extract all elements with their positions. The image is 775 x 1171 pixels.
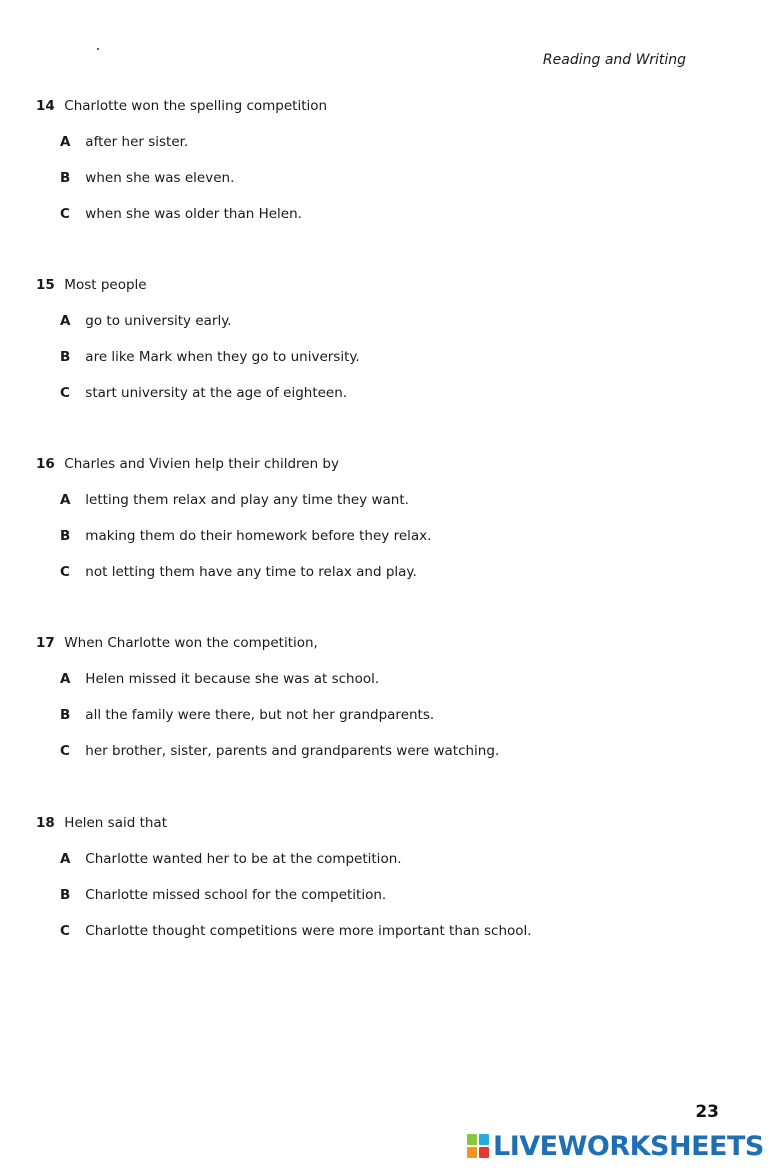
page-dot — [97, 48, 99, 50]
logo-text: LIVEWORKSHEETS — [493, 1130, 764, 1162]
option-letter: A — [60, 671, 71, 687]
option-letter: A — [60, 313, 71, 329]
option-text: her brother, sister, parents and grandparents were watching. — [85, 743, 500, 759]
question-stem — [36, 454, 736, 474]
question-number: 14 — [36, 98, 55, 114]
option-text: when she was eleven. — [85, 170, 235, 186]
option-letter: C — [60, 743, 70, 759]
liveworksheets-logo[interactable] — [467, 1131, 764, 1161]
option-text: start university at the age of eighteen. — [85, 385, 348, 401]
option-letter: C — [60, 564, 70, 580]
page-number: 23 — [695, 1102, 719, 1122]
option-b[interactable] — [36, 347, 736, 367]
option-a[interactable] — [36, 132, 736, 152]
option-text: Charlotte missed school for the competition. — [85, 887, 387, 903]
question-stem — [36, 275, 736, 295]
option-letter: B — [60, 170, 71, 186]
question-stem — [36, 96, 736, 116]
question-15 — [36, 275, 736, 403]
option-text: Charlotte wanted her to be at the competition. — [85, 851, 402, 867]
question-number: 16 — [36, 456, 55, 472]
option-letter: A — [60, 851, 71, 867]
option-b[interactable] — [36, 168, 736, 188]
option-text: not letting them have any time to relax and play. — [85, 564, 417, 580]
question-text: Most people — [64, 277, 147, 293]
option-text: go to university early. — [85, 313, 232, 329]
option-letter: B — [60, 528, 71, 544]
logo-square-orange — [467, 1147, 477, 1158]
logo-mark-icon — [467, 1134, 489, 1158]
option-text: letting them relax and play any time they want. — [85, 492, 409, 508]
option-letter: C — [60, 385, 70, 401]
option-c[interactable] — [36, 741, 736, 761]
option-c[interactable] — [36, 204, 736, 224]
option-letter: B — [60, 707, 71, 723]
option-a[interactable] — [36, 669, 736, 689]
option-c[interactable] — [36, 921, 736, 941]
option-text: when she was older than Helen. — [85, 206, 302, 222]
question-number: 17 — [36, 635, 55, 651]
option-letter: B — [60, 349, 71, 365]
question-text: Charles and Vivien help their children by — [64, 456, 339, 472]
question-stem — [36, 813, 736, 833]
option-letter: A — [60, 492, 71, 508]
option-text: making them do their homework before they relax. — [85, 528, 432, 544]
option-c[interactable] — [36, 383, 736, 403]
question-number: 15 — [36, 277, 55, 293]
option-text: are like Mark when they go to university. — [85, 349, 360, 365]
logo-square-green — [467, 1134, 477, 1145]
logo-square-red — [479, 1147, 489, 1158]
question-text: Charlotte won the spelling competition — [64, 98, 328, 114]
question-17 — [36, 633, 736, 761]
question-text: When Charlotte won the competition, — [64, 635, 318, 651]
logo-square-lightblue — [479, 1134, 489, 1145]
option-c[interactable] — [36, 562, 736, 582]
option-b[interactable] — [36, 885, 736, 905]
option-letter: C — [60, 923, 70, 939]
option-text: all the family were there, but not her grandparents. — [85, 707, 435, 723]
option-letter: C — [60, 206, 70, 222]
question-14 — [36, 96, 736, 224]
option-a[interactable] — [36, 490, 736, 510]
option-text: Charlotte thought competitions were more important than school. — [85, 923, 532, 939]
question-text: Helen said that — [64, 815, 167, 831]
question-16 — [36, 454, 736, 582]
option-letter: B — [60, 887, 71, 903]
question-18 — [36, 813, 736, 941]
question-number: 18 — [36, 815, 55, 831]
option-a[interactable] — [36, 849, 736, 869]
option-text: after her sister. — [85, 134, 189, 150]
section-title: Reading and Writing — [542, 52, 686, 68]
option-b[interactable] — [36, 526, 736, 546]
option-a[interactable] — [36, 311, 736, 331]
option-b[interactable] — [36, 705, 736, 725]
option-letter: A — [60, 134, 71, 150]
option-text: Helen missed it because she was at school. — [85, 671, 380, 687]
question-stem — [36, 633, 736, 653]
